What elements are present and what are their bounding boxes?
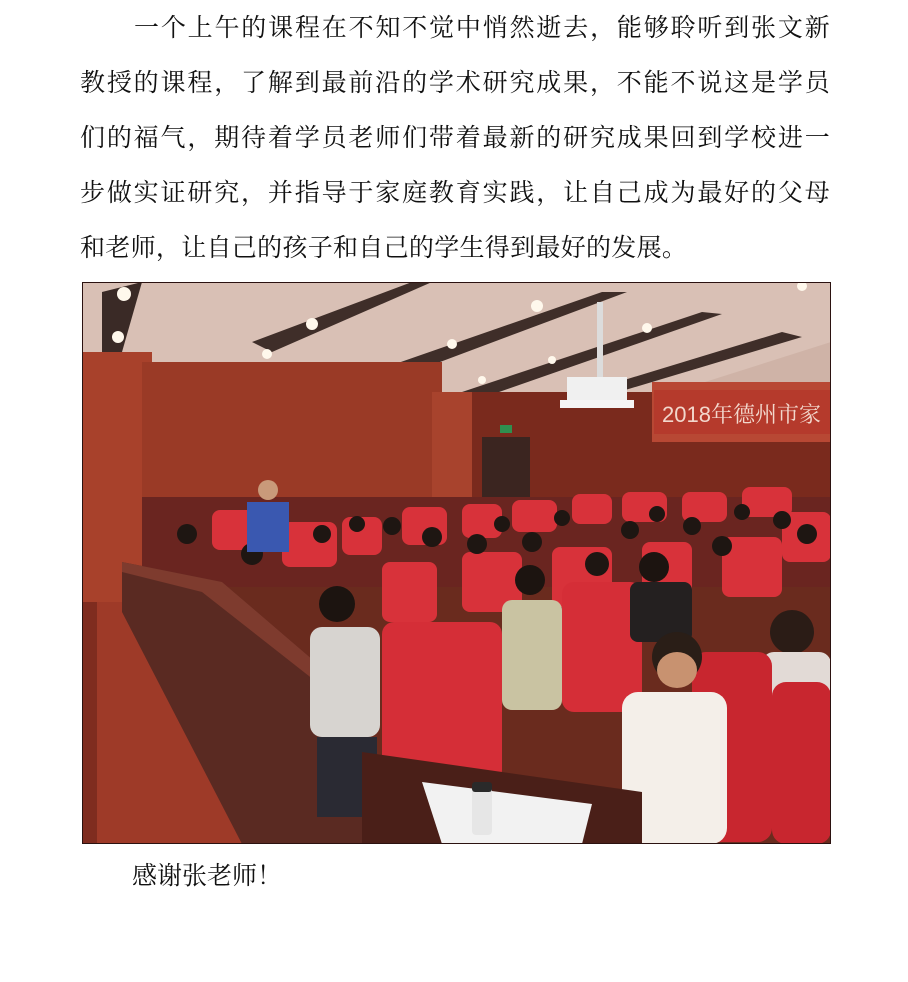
paragraph-line-1: 一个上午的课程在不知不觉中悄然逝去，能够聆听到张文新 — [134, 13, 830, 42]
lecture-hall-photo — [82, 282, 831, 844]
banner-text: 2018年德州市家 — [662, 402, 821, 427]
paragraph-line-2: 教授的课程，了解到最前沿的学术研究成果，不能不说这是学员 — [80, 68, 830, 97]
paragraph-line-5: 和老师，让自己的孩子和自己的学生得到最好的发展。 — [80, 233, 688, 262]
paragraph-line-4: 步做实证研究，并指导于家庭教育实践，让自己成为最好的父母 — [80, 178, 830, 207]
body-paragraph — [80, 0, 830, 275]
paragraph-line-3: 们的福气，期待着学员老师们带着最新的研究成果回到学校进一 — [80, 123, 830, 152]
thanks-line: 感谢张老师！ — [132, 861, 283, 890]
